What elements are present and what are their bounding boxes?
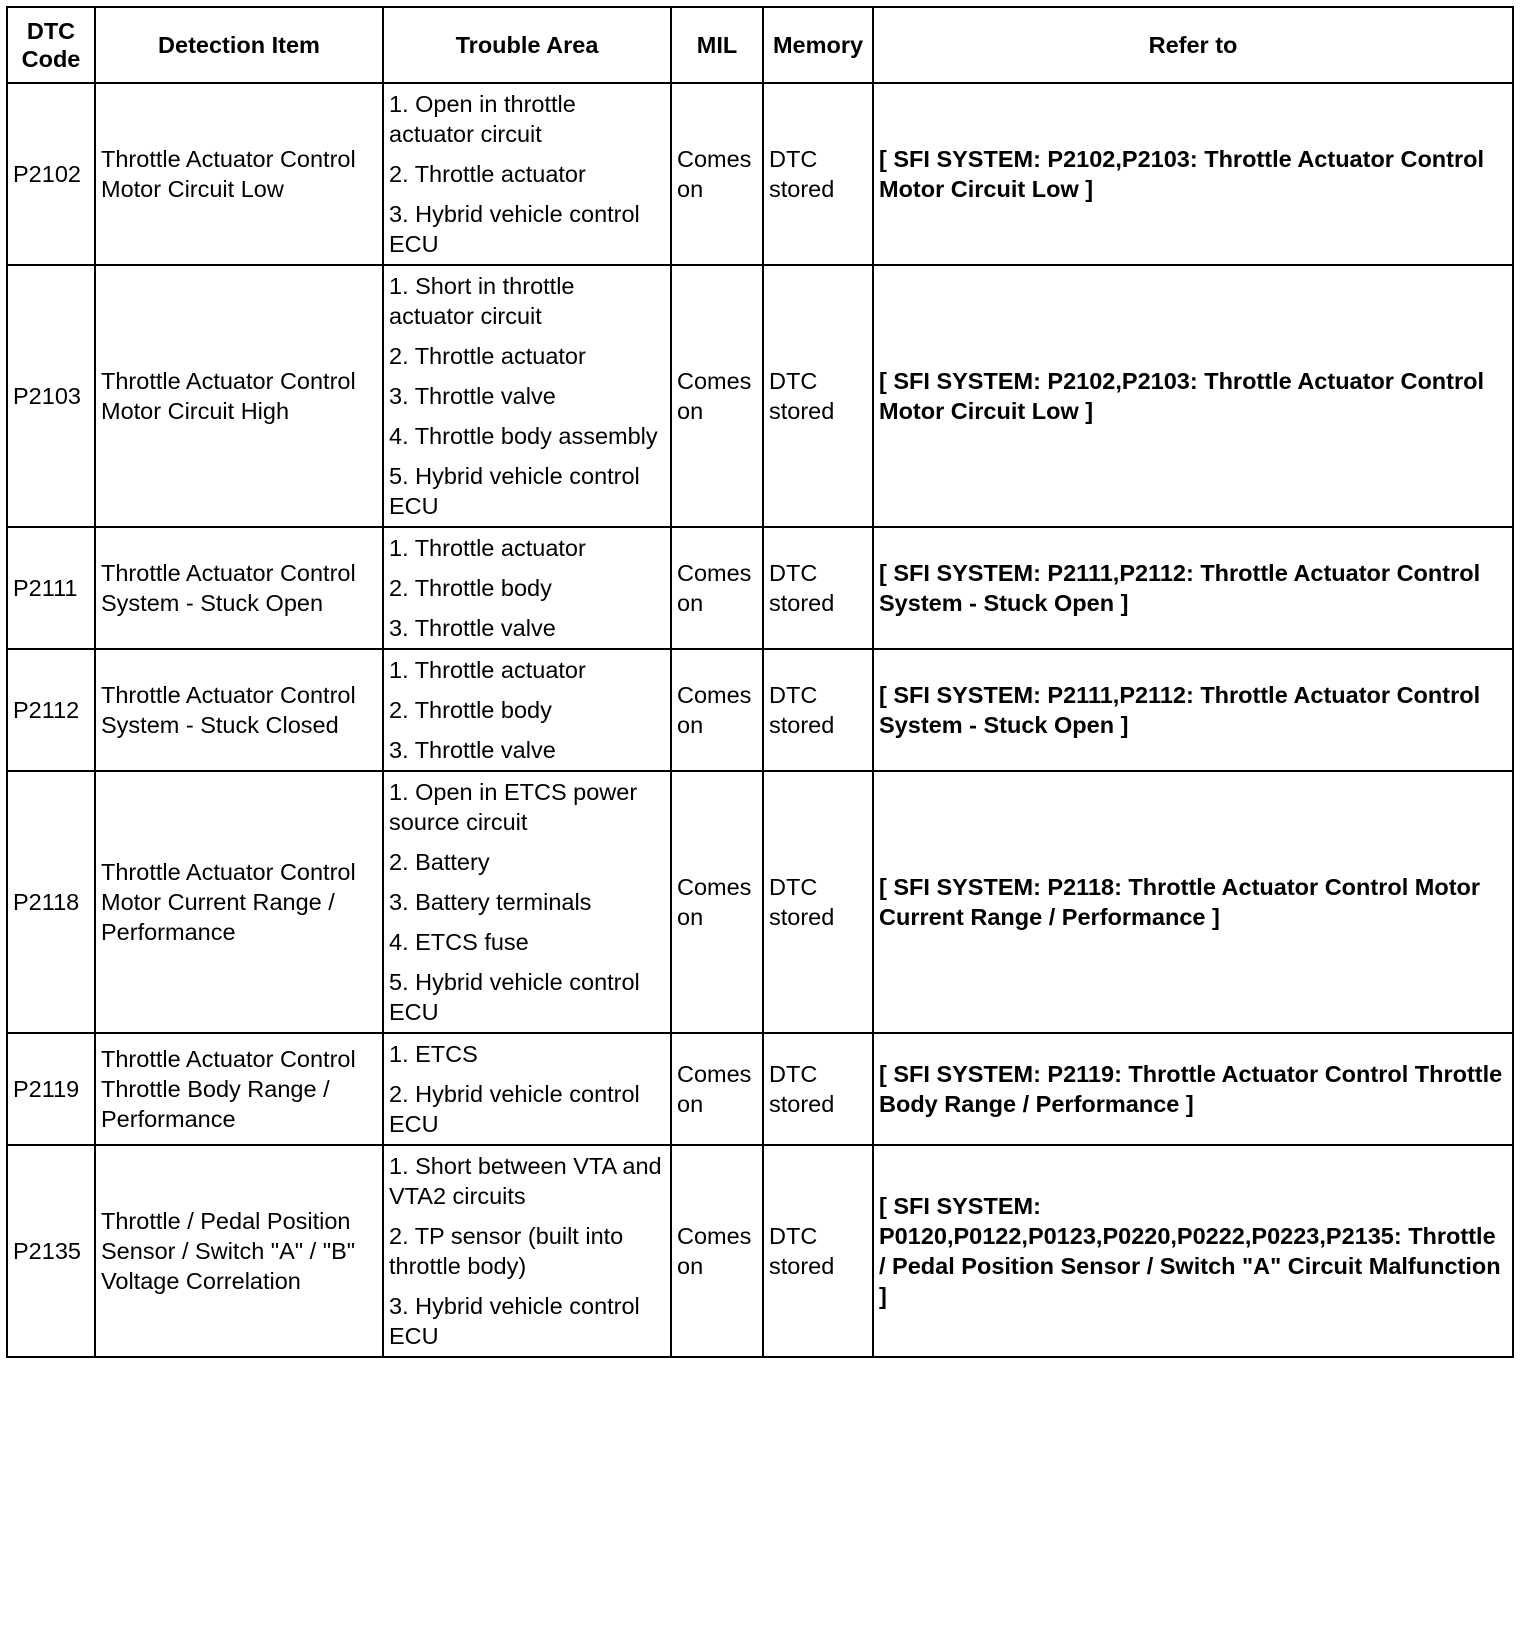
- trouble-area-item: 4. ETCS fuse: [389, 929, 529, 955]
- trouble-area-list: [389, 533, 665, 643]
- refer-to-cell: [ SFI SYSTEM: P0120,P0122,P0123,P0220,P0222,P0223,P2135: Throttle / Pedal Position Sensor / Switch "A" Circuit Malfunction ]: [873, 1145, 1513, 1357]
- trouble-area-item: 2. Throttle body: [389, 575, 552, 601]
- dtc-code-cell: P2135: [7, 1145, 95, 1357]
- refer-to-cell: [ SFI SYSTEM: P2111,P2112: Throttle Actuator Control System - Stuck Open ]: [873, 649, 1513, 771]
- dtc-code-cell: P2102: [7, 83, 95, 265]
- header-trouble-area: Trouble Area: [383, 7, 671, 83]
- trouble-area-item: 1. Open in throttle actuator circuit: [389, 91, 576, 147]
- trouble-area-item: 2. Battery: [389, 849, 490, 875]
- trouble-area-list: [389, 89, 665, 259]
- trouble-area-item: 1. Open in ETCS power source circuit: [389, 779, 638, 835]
- trouble-area-item: 2. Throttle body: [389, 697, 552, 723]
- mil-cell: Comes on: [671, 265, 763, 527]
- trouble-area-item: 2. Throttle actuator: [389, 343, 586, 369]
- memory-cell: DTC stored: [763, 83, 873, 265]
- mil-cell: Comes on: [671, 527, 763, 649]
- table-row: [7, 527, 1513, 649]
- header-detection-item: Detection Item: [95, 7, 383, 83]
- trouble-area-list: [389, 777, 665, 1027]
- trouble-area-item: 2. Throttle actuator: [389, 161, 586, 187]
- header-row: [7, 7, 1513, 83]
- header-dtc-code-line1: DTC: [26, 18, 76, 44]
- detection-item-cell: Throttle Actuator Control Motor Circuit High: [95, 265, 383, 527]
- detection-item-cell: Throttle Actuator Control Motor Circuit Low: [95, 83, 383, 265]
- mil-cell: Comes on: [671, 1145, 763, 1357]
- trouble-area-list: [389, 271, 665, 521]
- mil-cell: Comes on: [671, 1033, 763, 1145]
- memory-cell: DTC stored: [763, 649, 873, 771]
- trouble-area-item: 5. Hybrid vehicle control ECU: [389, 463, 640, 519]
- trouble-area-item: 3. Hybrid vehicle control ECU: [389, 1293, 640, 1349]
- mil-cell: Comes on: [671, 83, 763, 265]
- memory-cell: DTC stored: [763, 527, 873, 649]
- trouble-area-item: 4. Throttle body assembly: [389, 423, 658, 449]
- table-row: [7, 1033, 1513, 1145]
- mil-cell: Comes on: [671, 771, 763, 1033]
- table-body: [7, 83, 1513, 1357]
- table-row: [7, 83, 1513, 265]
- trouble-area-item: 3. Throttle valve: [389, 737, 556, 763]
- trouble-area-cell: [383, 527, 671, 649]
- header-dtc-code: [7, 7, 95, 83]
- trouble-area-item: 3. Hybrid vehicle control ECU: [389, 201, 640, 257]
- trouble-area-item: 1. Throttle actuator: [389, 657, 586, 683]
- detection-item-cell: Throttle Actuator Control Motor Current Range / Performance: [95, 771, 383, 1033]
- trouble-area-cell: [383, 83, 671, 265]
- trouble-area-item: 1. Throttle actuator: [389, 535, 586, 561]
- trouble-area-cell: [383, 1145, 671, 1357]
- trouble-area-item: 3. Battery terminals: [389, 889, 592, 915]
- detection-item-cell: Throttle Actuator Control System - Stuck Closed: [95, 649, 383, 771]
- dtc-code-cell: P2119: [7, 1033, 95, 1145]
- trouble-area-item: 3. Throttle valve: [389, 615, 556, 641]
- table-row: [7, 1145, 1513, 1357]
- refer-to-cell: [ SFI SYSTEM: P2102,P2103: Throttle Actuator Control Motor Circuit Low ]: [873, 83, 1513, 265]
- table-row: [7, 649, 1513, 771]
- trouble-area-item: 5. Hybrid vehicle control ECU: [389, 969, 640, 1025]
- trouble-area-cell: [383, 265, 671, 527]
- dtc-code-cell: P2111: [7, 527, 95, 649]
- header-dtc-code-line2: Code: [21, 46, 81, 72]
- header-memory: Memory: [763, 7, 873, 83]
- detection-item-cell: Throttle Actuator Control Throttle Body Range / Performance: [95, 1033, 383, 1145]
- trouble-area-cell: [383, 1033, 671, 1145]
- trouble-area-item: 2. Hybrid vehicle control ECU: [389, 1081, 640, 1137]
- trouble-area-list: [389, 1039, 665, 1139]
- trouble-area-item: 2. TP sensor (built into throttle body): [389, 1223, 624, 1279]
- trouble-area-item: 1. Short in throttle actuator circuit: [389, 273, 575, 329]
- memory-cell: DTC stored: [763, 771, 873, 1033]
- dtc-table: [6, 6, 1514, 1358]
- refer-to-cell: [ SFI SYSTEM: P2118: Throttle Actuator Control Motor Current Range / Performance ]: [873, 771, 1513, 1033]
- memory-cell: DTC stored: [763, 1145, 873, 1357]
- trouble-area-item: 1. ETCS: [389, 1041, 478, 1067]
- header-refer-to: Refer to: [873, 7, 1513, 83]
- refer-to-cell: [ SFI SYSTEM: P2102,P2103: Throttle Actuator Control Motor Circuit Low ]: [873, 265, 1513, 527]
- header-mil: MIL: [671, 7, 763, 83]
- trouble-area-item: 1. Short between VTA and VTA2 circuits: [389, 1153, 662, 1209]
- trouble-area-list: [389, 1151, 665, 1351]
- detection-item-cell: Throttle / Pedal Position Sensor / Switch "A" / "B" Voltage Correlation: [95, 1145, 383, 1357]
- dtc-code-cell: P2103: [7, 265, 95, 527]
- refer-to-cell: [ SFI SYSTEM: P2111,P2112: Throttle Actuator Control System - Stuck Open ]: [873, 527, 1513, 649]
- table-row: [7, 265, 1513, 527]
- refer-to-cell: [ SFI SYSTEM: P2119: Throttle Actuator Control Throttle Body Range / Performance ]: [873, 1033, 1513, 1145]
- memory-cell: DTC stored: [763, 1033, 873, 1145]
- trouble-area-list: [389, 655, 665, 765]
- table-row: [7, 771, 1513, 1033]
- memory-cell: DTC stored: [763, 265, 873, 527]
- table-header: [7, 7, 1513, 83]
- trouble-area-cell: [383, 649, 671, 771]
- dtc-code-cell: P2118: [7, 771, 95, 1033]
- trouble-area-item: 3. Throttle valve: [389, 383, 556, 409]
- mil-cell: Comes on: [671, 649, 763, 771]
- dtc-code-cell: P2112: [7, 649, 95, 771]
- trouble-area-cell: [383, 771, 671, 1033]
- detection-item-cell: Throttle Actuator Control System - Stuck Open: [95, 527, 383, 649]
